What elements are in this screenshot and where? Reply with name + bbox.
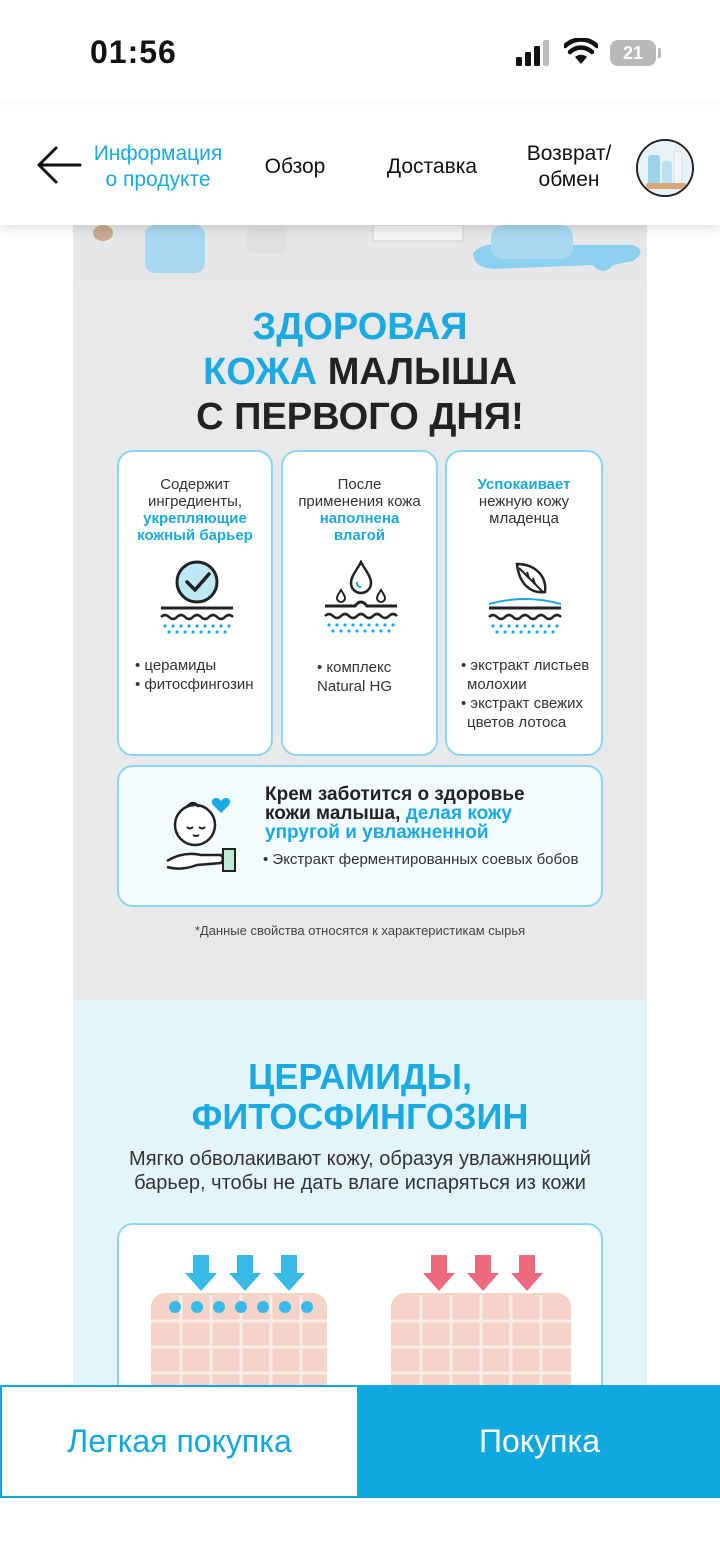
purchase-bar — [0, 1385, 720, 1498]
tab-delivery[interactable]: Доставка — [386, 155, 478, 178]
skin-barrier-check-icon — [157, 560, 237, 640]
card-moisture-title-l1: После — [337, 476, 382, 493]
disclaimer-note: *Данные свойства относятся к характеристикам сырья — [194, 923, 526, 938]
ingredient-ceramides: • церамиды — [135, 657, 217, 674]
leaf-skin-icon — [485, 560, 565, 640]
firmness-title-l2: кожи малыша, — [265, 803, 406, 824]
card-barrier-title — [119, 476, 271, 544]
buy-button[interactable]: Покупка — [359, 1385, 720, 1498]
card-barrier-title-l2: ингредиенты, — [147, 493, 243, 510]
tab-review[interactable]: Обзор — [264, 155, 326, 178]
headline-line2-blue: КОЖА — [203, 351, 318, 393]
firmness-title-l1: Крем заботится о здоровье — [265, 784, 525, 805]
card-soothing-title-l2: нежную кожу — [478, 493, 570, 510]
card-soothing-title — [447, 476, 601, 527]
water-drop-skin-icon — [321, 560, 401, 640]
tab-product-info-line2: о продукте — [105, 168, 211, 191]
ingredient-lotus: • экстракт свежих — [461, 695, 584, 712]
card-barrier-ingredients — [135, 656, 254, 694]
ingredient-molokhia: • экстракт листьев — [461, 657, 590, 674]
headline-line3: С ПЕРВОГО ДНЯ! — [196, 396, 524, 438]
card-soothing-title-l3: младенца — [489, 510, 559, 527]
healthy-skin-section — [73, 225, 647, 1000]
headline-line2-dark: МАЛЫША — [317, 351, 517, 393]
benefit-card-firmness — [117, 765, 603, 907]
status-bar — [0, 0, 720, 105]
tab-product-info-line1: Информация — [93, 142, 223, 165]
ingredient-soybean: • Экстракт ферментированных соевых бобов — [263, 851, 579, 868]
card-barrier-title-l1: Содержит — [160, 476, 230, 493]
firmness-title-l2-blue: делая кожу — [405, 803, 512, 824]
benefit-card-moisture — [281, 450, 438, 756]
firmness-title-l3: упругой и увлажненной — [265, 822, 489, 843]
tab-return-line1: Возврат/ — [526, 142, 612, 165]
card-moisture-title-l3: наполнена — [319, 510, 400, 527]
ceramides-subtitle: Мягко обволакивают кожу, образуя увлажняющий барьер, чтобы не дать влаге испаряться из кожи — [129, 1148, 591, 1194]
ceramides-title-l2: ФИТОСФИНГОЗИН — [191, 1096, 529, 1137]
ceramides-title-l1: ЦЕРАМИДЫ, — [248, 1056, 472, 1097]
card-moisture-title — [283, 476, 436, 544]
card-soothing-ingredients — [461, 656, 589, 732]
card-barrier-title-l3: укрепляющие — [143, 510, 247, 527]
tab-return-line2: обмен — [538, 168, 600, 191]
battery-cap — [658, 48, 661, 58]
easy-buy-button[interactable]: Легкая покупка — [0, 1385, 359, 1498]
ingredient-natural-hg: Natural HG — [317, 678, 393, 695]
card-soothing-title-l1: Успокаивает — [477, 476, 571, 493]
skin-comparison-illustration — [119, 1225, 603, 1385]
ingredient-phytosphingosine: • фитосфингозин — [135, 676, 254, 693]
ingredient-molokhia-cont: молохии — [467, 676, 527, 693]
bottom-safe-area — [0, 1498, 720, 1561]
product-thumbnail-image — [638, 141, 692, 195]
ceramides-title — [73, 1057, 647, 1137]
benefit-card-barrier — [117, 450, 273, 756]
benefit-card-soothing — [445, 450, 603, 756]
card-moisture-title-l4: влагой — [333, 527, 386, 544]
card-moisture-title-l2: применения кожа — [298, 493, 421, 510]
card-moisture-ingredients — [317, 658, 392, 696]
back-arrow-icon[interactable] — [36, 145, 82, 185]
card-barrier-title-l4: кожный барьер — [137, 527, 253, 544]
skin-barrier-diagram — [117, 1223, 603, 1385]
status-time: 01:56 — [90, 34, 177, 70]
healthy-skin-headline — [73, 305, 647, 440]
product-photo-fragment — [73, 225, 647, 285]
headline-line1: ЗДОРОВАЯ — [252, 306, 468, 348]
product-description-content — [73, 225, 647, 1385]
tab-return-exchange[interactable] — [514, 141, 624, 193]
baby-hand-heart-icon — [163, 793, 249, 879]
firmness-title — [265, 785, 525, 842]
tab-product-info[interactable] — [88, 141, 228, 193]
ingredient-lotus-cont: цветов лотоса — [467, 714, 567, 731]
wifi-icon — [564, 38, 598, 66]
battery-icon: 21 — [610, 40, 656, 66]
product-nav-bar — [0, 105, 720, 225]
product-thumbnail[interactable] — [636, 139, 694, 197]
ingredient-complex: • комплекс — [317, 659, 392, 676]
cellular-signal-icon — [516, 40, 552, 66]
